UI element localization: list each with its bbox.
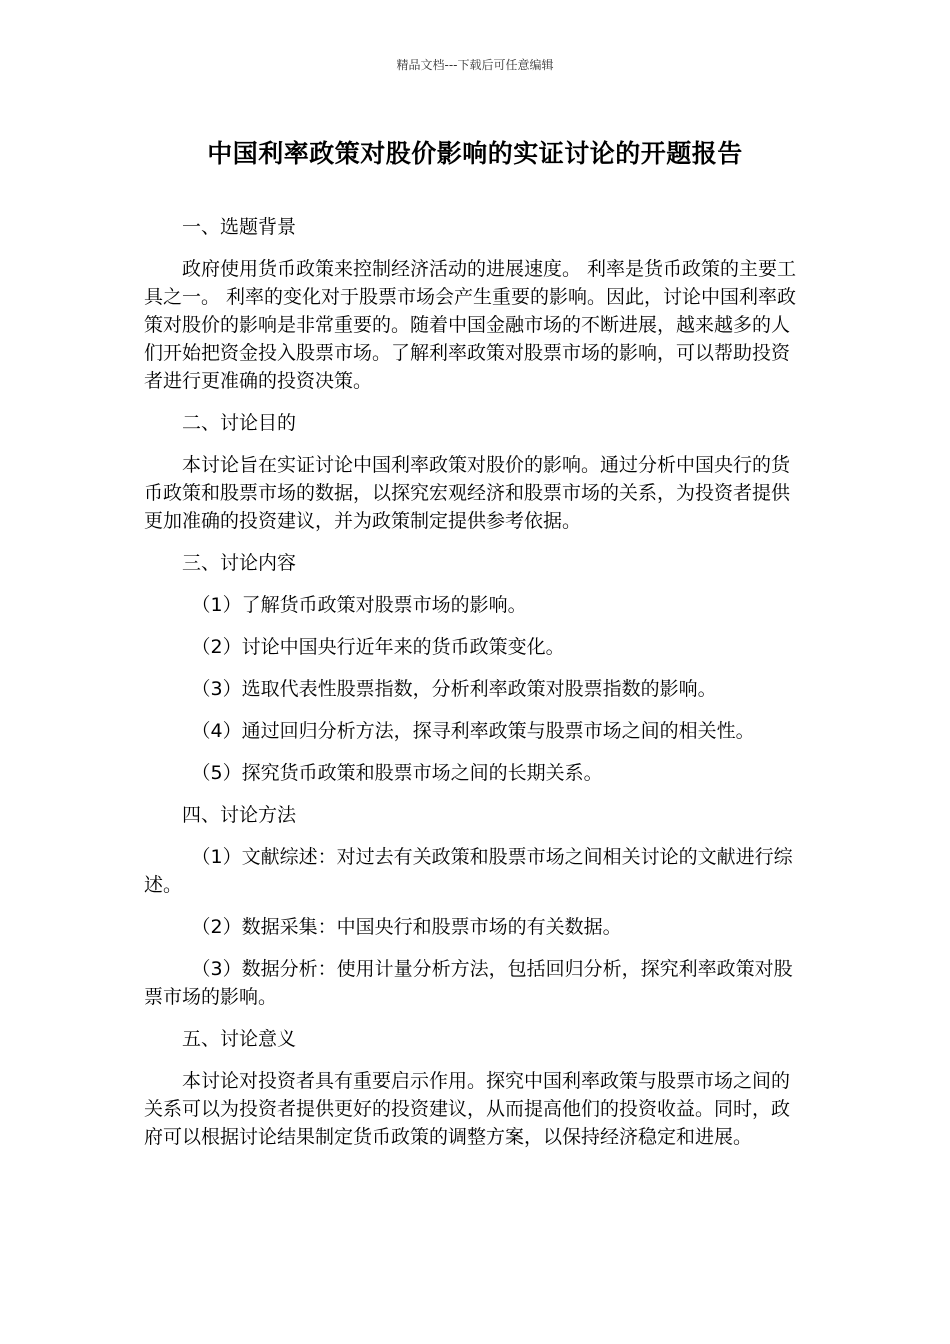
list-item: （3）数据分析：使用计量分析方法，包括回归分析，探究利率政策对股票市场的影响。 xyxy=(144,958,793,1008)
list-item: （4）通过回归分析方法，探寻利率政策与股票市场之间的相关性。 xyxy=(191,720,755,742)
document-title: 中国利率政策对股价影响的实证讨论的开题报告 xyxy=(207,139,743,168)
list-item: （2）讨论中国央行近年来的货币政策变化。 xyxy=(191,636,565,658)
section-heading-content: 三、讨论内容 xyxy=(182,552,297,574)
list-item: （2）数据采集：中国央行和股票市场的有关数据。 xyxy=(191,916,622,938)
section-heading-background: 一、选题背景 xyxy=(182,216,297,238)
document-body xyxy=(144,213,806,1165)
list-item: （3）选取代表性股票指数，分析利率政策对股票指数的影响。 xyxy=(191,678,717,700)
list-item: （1）文献综述：对过去有关政策和股票市场之间相关讨论的文献进行综述。 xyxy=(144,846,793,896)
list-item: （1）了解货币政策对股票市场的影响。 xyxy=(191,594,527,616)
paragraph-background: 政府使用货币政策来控制经济活动的进展速度。 利率是货币政策的主要工具之一。 利率的变化对于股票市场会产生重要的影响。因此，讨论中国利率政策对股价的影响是非常重要的。随着中国金融市场的不断进展，越来越多的人们开始把资金投入股票市场。了解利率政策对股票市场的影响，可以帮助投资者进行更准确的投资决策。 xyxy=(144,258,797,392)
header-note: 精品文档---下载后可任意编辑 xyxy=(396,58,554,72)
list-item: （5）探究货币政策和股票市场之间的长期关系。 xyxy=(191,762,603,784)
paragraph-purpose: 本讨论旨在实证讨论中国利率政策对股价的影响。通过分析中国央行的货币政策和股票市场的数据，以探究宏观经济和股票市场的关系，为投资者提供更加准确的投资建议，并为政策制定提供参考依据。 xyxy=(144,454,791,532)
section-heading-significance: 五、讨论意义 xyxy=(182,1028,297,1050)
section-heading-purpose: 二、讨论目的 xyxy=(182,412,297,434)
paragraph-significance: 本讨论对投资者具有重要启示作用。探究中国利率政策与股票市场之间的关系可以为投资者提供更好的投资建议，从而提高他们的投资收益。同时，政府可以根据讨论结果制定货币政策的调整方案，以保持经济稳定和进展。 xyxy=(144,1070,791,1148)
section-heading-method: 四、讨论方法 xyxy=(182,804,297,826)
